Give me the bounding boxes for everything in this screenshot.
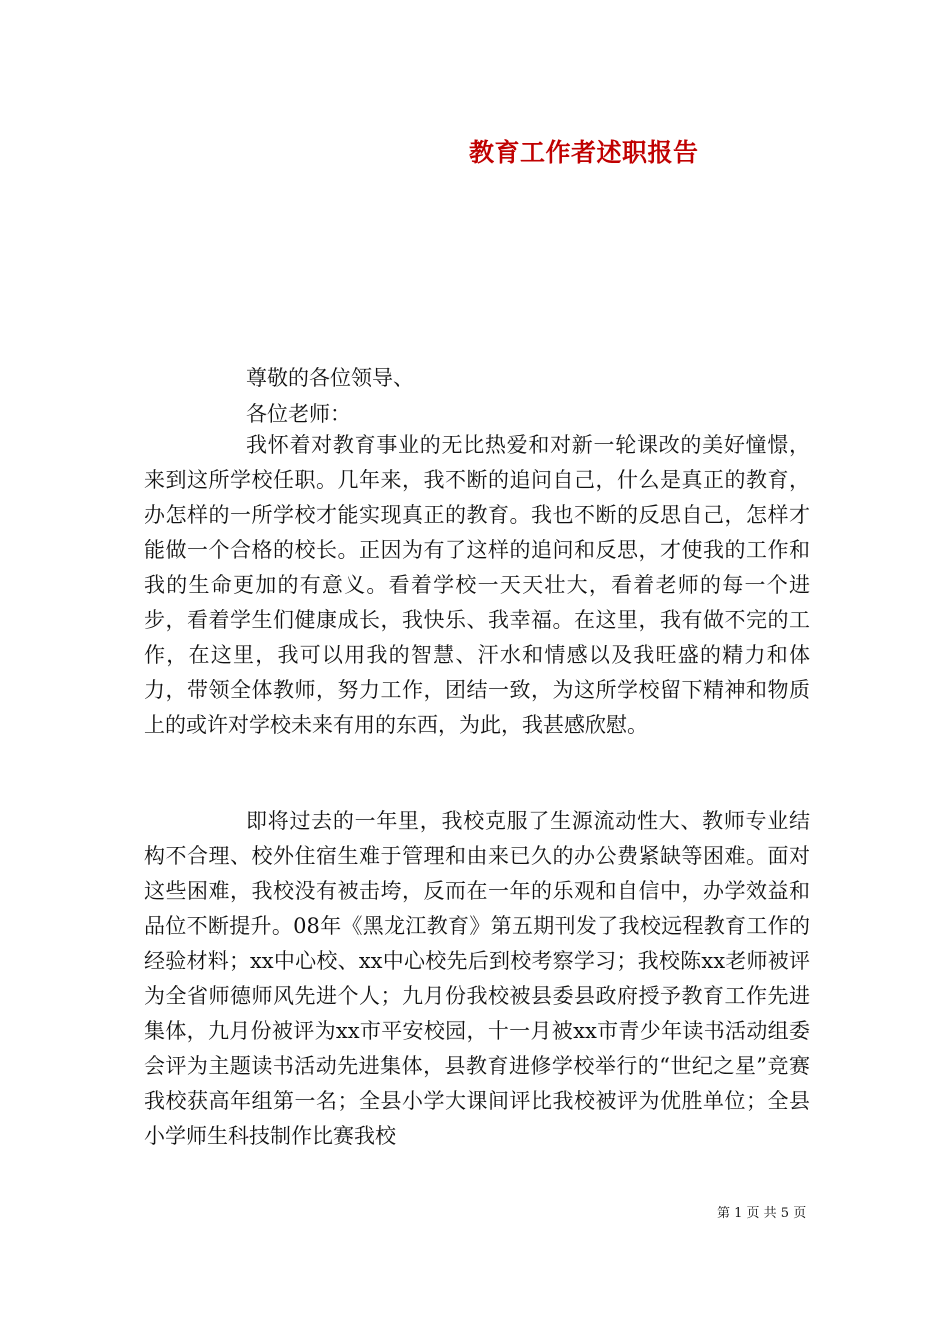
salutation-line-2: 各位老师： <box>246 402 351 426</box>
document-title: 教育工作者述职报告 <box>469 138 699 167</box>
body-paragraph-1: 我怀着对教育事业的无比热爱和对新一轮课改的美好憧憬，来到这所学校任职。几年来，我不断的追问自己，什么是真正的教育，办怎样的一所学校才能实现真正的教育。我也不断的反思自己，怎样才能做一个合格的校长。正因为有了这样的追问和反思，才使我的工作和我的生命更加的有意义。看着学校一天天壮大，看着老师的每一个进步，看着学生们健康成长，我快乐、我幸福。在这里，我有做不完的工作，在这里，我可以用我的智慧、汗水和情感以及我旺盛的精力和体力，带领全体教师，努力工作，团结一致，为这所学校留下精神和物质上的或许对学校未来有用的东西，为此，我甚感欣慰。 <box>144 433 810 737</box>
page-footer: 第 1 页 共 5 页 <box>717 1206 807 1221</box>
salutation-line-1: 尊敬的各位领导、 <box>246 366 414 390</box>
body-paragraph-2: 即将过去的一年里，我校克服了生源流动性大、教师专业结构不合理、校外住宿生难于管理和由来已久的办公费紧缺等困难。面对这些困难，我校没有被击垮，反而在一年的乐观和自信中，办学效益和品位不断提升。08年《黑龙江教育》第五期刊发了我校远程教育工作的经验材料；xx中心校、xx中心校先后到校考察学习；我校陈xx老师被评为全省师德师风先进个人；九月份我校被县委县政府授予教育工作先进集体，九月份被评为xx市平安校园，十一月被xx市青少年读书活动组委会评为主题读书活动先进集体，县教育进修学校举行的“世纪之星”竞赛我校获高年组第一名；全县小学大课间评比我校被评为优胜单位；全县小学师生科技制作比赛我校 <box>144 809 810 1148</box>
